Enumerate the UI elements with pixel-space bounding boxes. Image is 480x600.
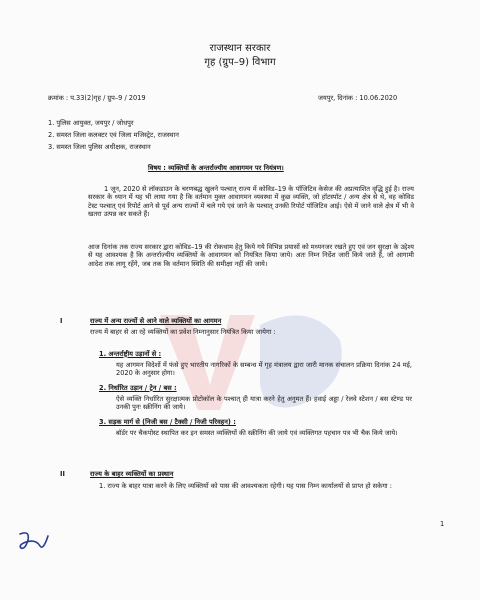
reference-number: क्रमांक : प.33(2)गृह / ग्रुप–9 / 2019 [48,94,146,102]
page-number: 1 [440,520,445,528]
recipient-2: 2. समस्त जिला कलक्टर एवं जिला मजिस्ट्रेट, राजस्थान [48,131,179,139]
section-1-title: राज्य में अन्य राज्यों से आने वाले व्यक्तियों का आगमन [90,317,222,325]
section-2-text: 1. राज्य के बाहर यात्रा करने के लिए व्यक्तियों को पास की आवश्यकता रहेगी। यह पास निम्न कार्यालयों से प्राप्त हो सकेगा : [99,482,392,490]
section-1-intro: राज्य में बाहर से आ रहे व्यक्तियों का प्रवेश निम्नानुसार नियंत्रित किया जायेगा : [90,328,276,336]
item-2-title: 2. निर्धारित उड़ान / ट्रेन / बस : [99,384,177,392]
item-1-title: 1. अन्तर्राष्ट्रीय उड़ानों से : [99,350,162,358]
recipient-3: 3. समस्त जिला पुलिस अधीक्षक, राजस्थान [48,143,151,151]
section-1-numeral: I [60,317,63,325]
section-2-numeral: II [60,470,65,478]
header-govt: राजस्थान सरकार [209,43,271,54]
item-3-title: 3. सड़क मार्ग से (निजी बस / टैक्सी / निजी परिवहन) : [99,418,236,426]
recipient-1: 1. पुलिस आयुक्त, जयपुर / जोधपुर [48,119,134,127]
header-department: गृह (ग्रुप–9) विभाग [204,57,276,68]
section-2-title: राज्य के बाहर व्यक्तियों का प्रस्थान [90,470,174,478]
paragraph-2: आज दिनांक तक राज्य सरकार द्वारा कोविड–19 की रोकथाम हेतु किये गये विभिन्न प्रयासों को मध्यनजर रखते हुए एवं जन सुरक्षा के उद्देश्य से यह आवश्यक है कि अन्तर्राज्यीय व्यक्तियों के आवागमन को नियंत्रित किया जाये। अतः निम्न निर्देश जारी किये जाते हैं, जो आगामी आदेश तक लागू रहेंगे, जब तक कि वर्तमान स्थिति की समीक्षा नहीं की जाये। [88,243,414,268]
place-date: जयपुर, दिनांक : 10.06.2020 [318,94,398,102]
paragraph-1: 1 जून, 2020 से लॉकडाउन के चरणबद्ध खुलने पश्चात् राज्य में कोविड–19 के पॉजिटिव केसेज की अप्रत्याशित वृद्धि हुई है। राज्य सरकार के ध्यान में यह भी लाया गया है कि वर्तमान मुक्त आवागमन व्यवस्था में कुछ व्यक्ति, जो हॉटस्पॉट / अन्य क्षेत्र से थे, वह कोविड टेस्ट पश्चात् एवं रिपोर्ट आने से पूर्व अन्य राज्यों में चले गये एवं जाने के पश्चात् उनकी रिपोर्ट पॉजिटिव आई। ऐसे में जाने वाले क्षेत्र में भी वे खतरा उत्पन्न कर सकते हैं। [88,185,414,219]
item-1-text: यह आगमन विदेशों में फंसे हुए भारतीय नागरिकों के सम्बन्ध में गृह मंत्रालय द्वारा जारी मानक संचालन प्रक्रिया दिनांक 24 मई, 2020 के अनुसार होगा। [116,361,412,378]
item-3-text: बॉर्डर पर चैकपोस्ट स्थापित कर इन समस्त व्यक्तियों की स्क्रीनिंग की जाये एवं व्यक्तिगत पहचान पत्र भी चैक किये जाये। [116,429,398,437]
subject-line: विषय : व्यक्तियों के अन्तर्राज्यीय आवागमन पर नियंत्रण। [148,164,284,172]
item-2-text: ऐसे व्यक्ति निर्धारित सुरक्षात्मक प्रोटोकॉल के पश्चात् ही यात्रा करने हेतु अनुमत हैं। हवाई अड्डा / रेलवे स्टेशन / बस स्टेण्ड पर उनकी पुनः स्क्रीनिंग की जाये। [116,395,412,412]
handwritten-signature-icon [16,528,52,556]
